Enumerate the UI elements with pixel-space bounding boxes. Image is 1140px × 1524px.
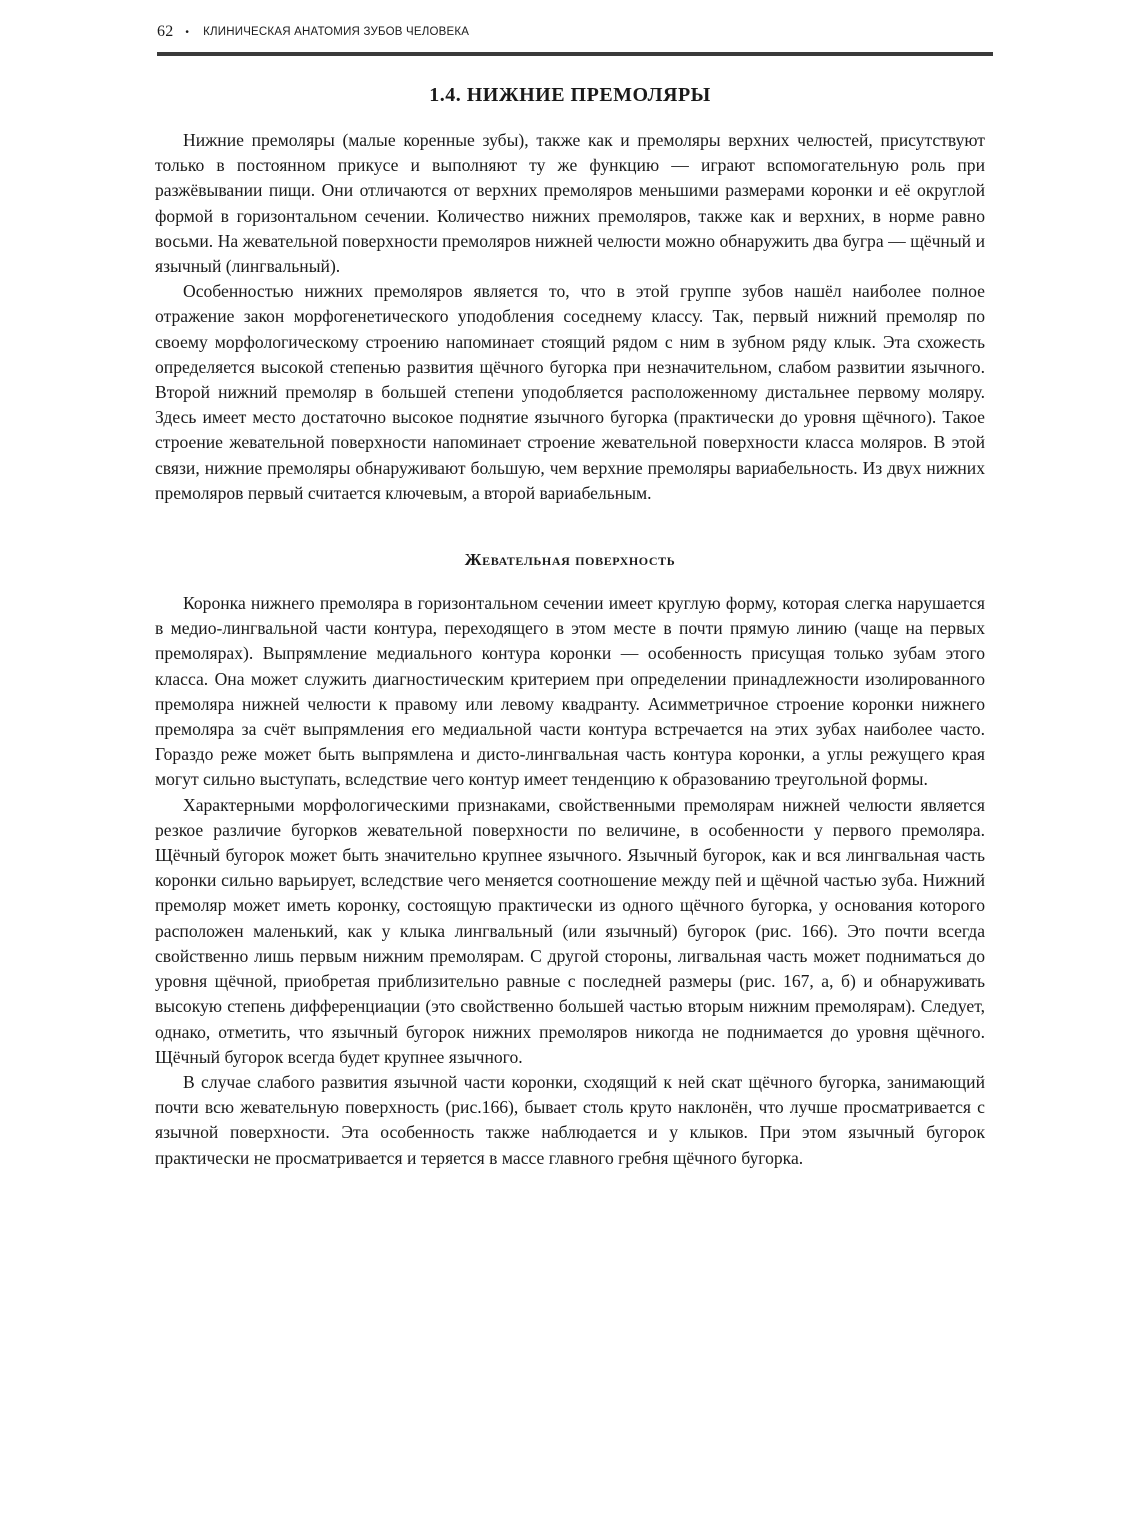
paragraph: В случае слабого развития язычной части коронки, сходящий к ней скат щёчного бугорка, занимающий почти всю жевательную поверхность (рис.166), бывает столь круто наклонён, что лучше просматривается с язычной поверхности. Эта особенность также наблюдается и у клыков. При этом язычный бугорок практически не просматривается и теряется в массе главного гребня щёчного бугорка.	[155, 1071, 985, 1168]
bullet-separator: •	[185, 26, 190, 38]
section-title: 1.4. НИЖНИЕ ПРЕМОЛЯРЫ	[429, 84, 711, 106]
paragraph: Характерными морфологическими признаками, свойственными премолярам нижней челюсти является резкое различие бугорков жевательной поверхности по величине, в особенности у первого премоляра. Щёчный бугорок может быть значительно крупнее язычного. Язычный бугорок, как и вся лингвальная часть коронки сильно варьирует, вследствие чего меняется соотношение между пей и щёчной частью зуба. Нижний премоляр может иметь коронку, состоящую практически из одного щёчного бугорка, у основания которого расположен маленький, как у клыка лингвальный (или язычный) бугорок (рис. 166). Это почти всегда свойственно лишь первым нижним премолярам. С другой стороны, лигвальная часть может подниматься до уровня щёчной, приобретая приблизительно равные с последней размеры (рис. 167, а, б) и обнаруживать высокую степень дифференциации (это свойственно большей частью вторым нижним премолярам). Следует, однако, отметить, что язычный бугорок нижних премоляров никогда не поднимается до уровня щёчного. Щёчный бугорок всегда будет крупнее язычного.	[155, 794, 985, 1067]
paragraph: Нижние премоляры (малые коренные зубы), также как и премоляры верхних челюстей, присутствуют только в постоянном прикусе и выполняют ту же функцию — играют вспомогательную роль при разжёвывании пищи. Они отличаются от верхних премоляров меньшими размерами коронки и её округлой формой в горизонтальном сечении. Количество нижних премоляров, также как и верхних, в норме равно восьми. На жевательной поверхности премоляров нижней челюсти можно обнаружить два бугра — щёчный и язычный (лингвальный).	[155, 130, 985, 277]
paragraph: Особенностью нижних премоляров является то, что в этой группе зубов нашёл наиболее полное отражение закон морфогенетического уподобления соседнему классу. Так, первый нижний премоляр по своему морфологическому строению напоминает стоящий рядом с ним в зубном ряду клык. Эта схожесть определяется высокой степенью развития щёчного бугорка при незначительном, слабом развитии язычного. Второй нижний премоляр в большей степени уподобляется расположенному дистальнее первому моляру. Здесь имеет место достаточно высокое поднятие язычного бугорка (практически до уровня щёчного). Такое строение жевательной поверхности напоминает строение жевательной поверхности класса моляров. В этой связи, нижние премоляры обнаруживают большую, чем верхние премоляры вариабельность. Из двух нижних премоляров первый считается ключевым, а второй вариабельным.	[155, 281, 985, 503]
subsection-title: Жевательная поверхность	[464, 550, 676, 570]
header-rule	[157, 52, 993, 56]
page-number: 62	[157, 23, 174, 40]
running-title: КЛИНИЧЕСКАЯ АНАТОМИЯ ЗУБОВ ЧЕЛОВЕКА	[203, 26, 470, 38]
page-content	[155, 80, 985, 1171]
running-header	[157, 20, 993, 44]
paragraph: Коронка нижнего премоляра в горизонтальном сечении имеет круглую форму, которая слегка нарушается в медио-лингвальной части контура, переходящего в этом месте в почти прямую линию (чаще на первых премолярах). Выпрямление медиального контура коронки — особенность присущая только зубам этого класса. Она может служить диагностическим критерием при определении принадлежности изолированного премоляра нижней челюсти к правому или левому квадранту. Асимметричное строение коронки нижнего премоляра за счёт выпрямления его медиальной части контура встречается на этих зубах наиболее часто. Гораздо реже может быть выпрямлена и дисто-лингвальная часть контура коронки, а углы режущего края могут сильно выступать, вследствие чего контур имеет тенденцию к образованию треугольной формы.	[155, 593, 985, 790]
